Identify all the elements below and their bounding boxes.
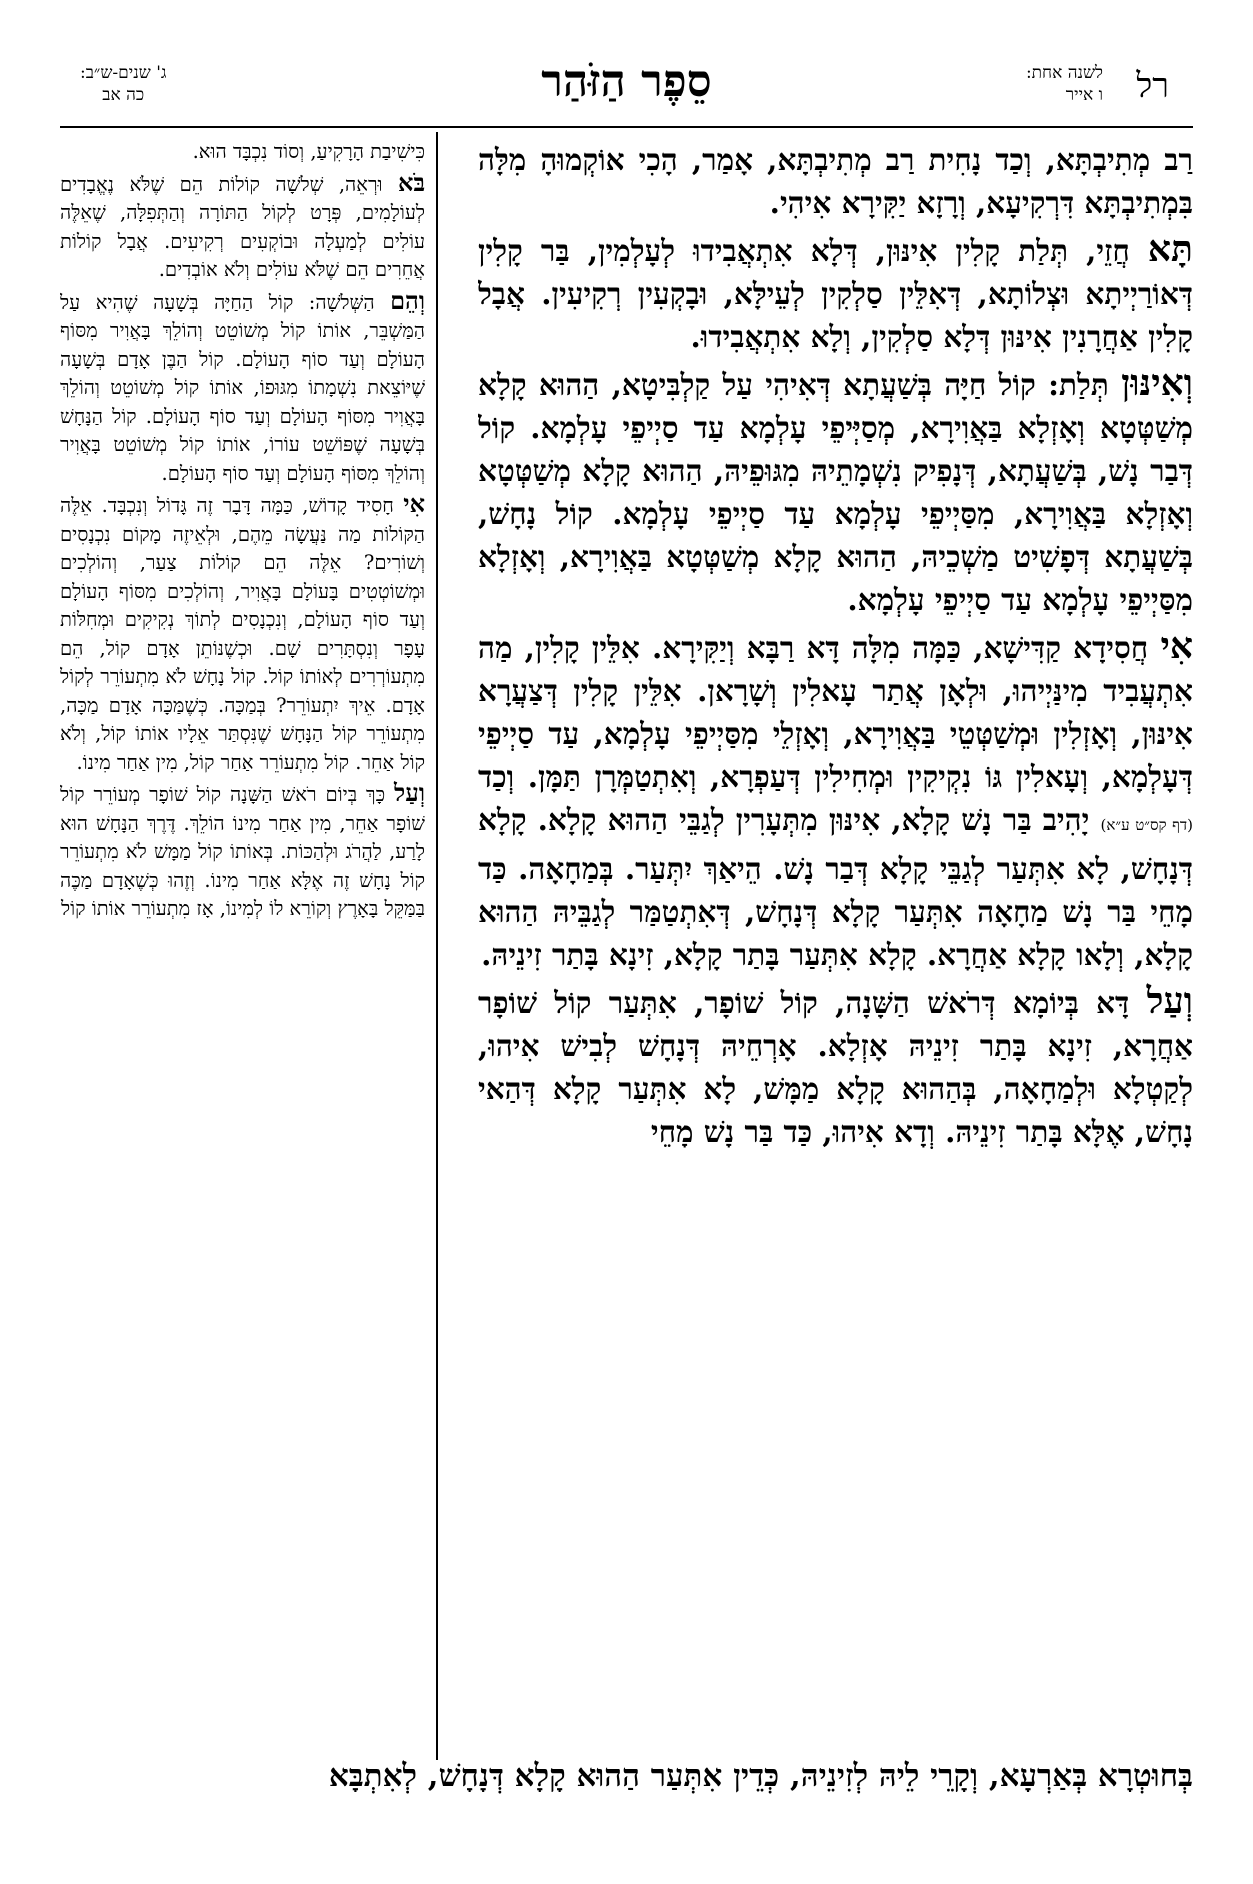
lead-word: בֹּא [398,167,425,197]
daf-reference: (דף קס״ט ע״א) [1100,816,1193,834]
column-divider [436,132,438,1760]
side-paragraph-1: כִּישִׁיבַת הָרָקִיעַ, וְסוֹד נִכְבָּד הוּא. [192,140,425,163]
cycle-date: כה אב [102,85,145,105]
hebrew-translation-column [60,138,425,1718]
main-paragraph-3: וְאִינּוּן תְּלַת: קוֹל חַיָּה בְּשַׁעֲתָא דְּאִיהִי עַל קַלְבִּיטָא, הַהוּא קָלָא מְשַׁטְּטָא וְאָזְלָא בַּאֲוִירָא, מְסַיְּיפֵי עָלְמָא עַד סַיְיפֵי עָלְמָא. קוֹל דְּבַר נָשׁ, בְּשַׁעֲתָא, דְּנָפִיק נִשְׁמָתֵיהּ מִגּוּפֵיהּ, הַהוּא קָלָא מְשַׁטְּטָא וְאָזְלָא בַּאֲוִירָא, מִסַּיְיפֵי עָלְמָא עַד סַיְיפֵי עָלְמָא. קוֹל נָחָשׁ, בְּשַׁעֲתָא דְּפָשִׁיט מַשְׁכֵיהּ, הַהוּא קָלָא מְשַׁטְּטָא בַּאֲוִירָא, וְאָזְלָא מִסַּיְיפֵי עָלְמָא עַד סַיְיפֵי עָלְמָא. [478,362,1193,617]
lead-word: וְעַל [1146,980,1193,1022]
header-divider [60,126,1193,128]
lead-word: וְעַל [394,778,425,807]
continuation-line: בְּחוּטְרָא בְּאַרְעָא, וְקָרֵי לֵיהּ לְזִינֵיהּ, כְּדֵין אִתְּעַר הַהוּא קָלָא דְּנָחָשׁ, לְאִתְבָּא [328,1758,1193,1794]
main-paragraph-1: רַב מְתִיבְתָּא, וְכַד נָחִית רַב מְתִיבְתָּא, אָמַר, הָכִי אוֹקְמוּהָ מִלָּה בִּמְתִיבְתָּא דִּרְקִיעָא, וְרָזָא יַקִּירָא אִיהִי. [478,142,1193,220]
book-title: סֵפֶר הַזֹּהַר [541,56,712,107]
lead-word: וְהֵם [390,285,425,315]
main-paragraph-5: וְעַל דָּא בְּיוֹמָא דְּרֹאשׁ הַשָּׁנָה, קוֹל שׁוֹפָר, אִתְּעַר קוֹל שׁוֹפָר אַחֲרָא, זִינָא בָּתַר זִינֵיהּ אָזְלָא. אָרְחֵיהּ דְּנָחָשׁ לְבִישׁ אִיהוּ, לְקַטְלָא וּלְמַחָאָה, בְּהַהוּא קָלָא מַמָּשׁ, לָא אִתְּעַר קָלָא דְּהַאי נָחָשׁ, אֶלָּא בָּתַר זִינֵיהּ. וְדָא אִיהוּ, כַּד בַּר נָשׁ מָחֵי [478,980,1193,1149]
schedule-date: ו אייר [1065,85,1103,105]
page-number: רל [1136,66,1169,106]
schedule-label: לשנה אחת: [1025,63,1103,83]
side-paragraph-4: אִי חָסִיד קָדוֹשׁ, כַּמָּה דָּבָר זֶה גָּדוֹל וְנִכְבָּד. אֵלֶּה הַקּוֹלוֹת מַה נַּעֲשָׂה מֵהֶם, וּלְאֵיזֶה מָקוֹם נִכְנָסִים וְשׁוֹרִים? אֵלֶּה הֵם קוֹלוֹת צַעַר, וְהוֹלְכִים וּמְשׁוֹטְטִים בָּעוֹלָם בָּאֲוִיר, וְהוֹלְכִים מִסּוֹף הָעוֹלָם וְעַד סוֹף הָעוֹלָם, וְנִכְנָסִים לְתוֹךְ נְקִיקִים וּמְחִלּוֹת עָפָר וְנִסְתָּרִים שָׁם. וּכְשֶׁנּוֹתֵן אָדָם קוֹל, הֵם מִתְעוֹרְרִים לְאוֹתוֹ קוֹל. קוֹל נָחָשׁ לֹא מִתְעוֹרֵר לְקוֹל אָדָם. אֵיךְ יִתְעוֹרֵר? בְּמַכָּה. כְּשֶׁמַּכָּה אָדָם מַכָּה, מִתְעוֹרֵר קוֹל הַנָּחָשׁ שֶׁנִּסְתַּר אֵלָיו אוֹתוֹ קוֹל, וְלֹא קוֹל אַחֵר. קוֹל מִתְעוֹרֵר אַחַר קוֹל, מִין אַחַר מִינוֹ. [60,489,425,774]
lead-word: תָּא [1147,228,1193,270]
main-paragraph-4: אִי חֲסִידָא קַדִּישָׁא, כַּמָּה מִלָּה דָּא רַבָּא וְיַקִּירָא. אִלֵּין קָלִין, מַה אִתְעֲבִיד מִינַּיְיהוּ, וּלְאָן אֲתַר עָאלִין וְשָׁרָאן. אִלֵּין קָלִין דְּצַעֲרָא אִינּוּן, וְאָזְלִין וּמְשַׁטְּטֵי בַּאֲוִירָא, וְאָזְלֵי מִסַּיְיפֵי עָלְמָא, עַד סַיְיפֵי דְּעָלְמָא, וְעָאלִין גּוֹ נִקְיקִין וּמְחִילִין דְּעַפְרָא, וְאִתְטַמְּרָן תַּמָּן. וְכַד (דף קס״ט ע״א) יָהִיב בַּר נָשׁ קָלָא, אִינּוּן מִתְּעָרִין לְגַבֵּי הַהוּא קָלָא. קָלָא דְּנָחָשׁ, לָא אִתְּעַר לְגַבֵּי קָלָא דְּבַר נָשׁ. הֵיאַךְ יִתְּעַר. בְּמַחָאָה. כַּד מָחֵי בַּר נָשׁ מַחָאָה אִתְּעַר קָלָא דְּנָחָשׁ, דְּאִתְטַמַּר לְגַבֵּיהּ הַהוּא קָלָא, וְלָאו קָלָא אַחֲרָא. קָלָא אִתְּעַר בָּתַר קָלָא, זִינָא בָּתַר זִינֵיהּ. [478,625,1193,972]
side-paragraph-2: בֹּא וּרְאֵה, שְׁלֹשָׁה קוֹלוֹת הֵם שֶׁלֹּא נֶאֱבָדִים לְעוֹלָמִים, פְּרָט לְקוֹל הַתּוֹרָה וְהַתְּפִלָּה, שֶׁאֵלֶּה עוֹלִים לְמַעְלָה וּבוֹקְעִים רְקִיעִים. אֲבָל קוֹלוֹת אֲחֵרִים הֵם שֶׁלֹּא עוֹלִים וְלֹא אוֹבְדִים. [60,167,425,281]
cycle-label: ג' שנים-ש״ב: [80,63,167,83]
lead-word: וְאִינּוּן [1121,362,1193,404]
lead-word: אִי [1160,625,1193,667]
page-header [60,56,1193,126]
three-year-schedule [80,62,166,106]
main-paragraph-2: תָּא חֲזֵי, תְּלַת קָלִין אִינּוּן, דְּלָא אִתְאֲבִידוּ לְעָלְמִין, בַּר קָלִין דְּאוֹרַיְיתָא וּצְלוֹתָא, דְּאִלֵּין סַלְקִין לְעֵילָּא, וּבָקְעִין רְקִיעִין. אֲבָל קָלִין אַחֲרָנִין אִינּוּן דְּלָא סַלְקִין, וְלָא אִתְאֲבִידוּ. [478,228,1193,354]
lead-word: אִי [403,489,425,518]
side-paragraph-5: וְעַל כָּךְ בְּיוֹם רֹאשׁ הַשָּׁנָה קוֹל שׁוֹפָר מְעוֹרֵר קוֹל שׁוֹפָר אַחֵר, מִין אַחַר מִינוֹ הוֹלֵךְ. דֶּרֶךְ הַנָּחָשׁ הוּא לָרַע, לַהֲרֹג וּלְהַכּוֹת. בְּאוֹתוֹ קוֹל מַמָּשׁ לֹא מִתְעוֹרֵר קוֹל נָחָשׁ זֶה אֶלָּא אַחַר מִינוֹ. וְזֶהוּ כְּשֶׁאָדָם מַכֶּה בַּמַּקֵּל בָּאָרֶץ וְקוֹרֵא לוֹ לְמִינוֹ, אָז מִתְעוֹרֵר אוֹתוֹ קוֹל [60,778,425,920]
aramaic-text-column [478,138,1193,1698]
side-paragraph-3: וְהֵם הַשְּׁלֹשָׁה: קוֹל הַחַיָּה בְּשָׁעָה שֶׁהִיא עַל הַמַּשְׁבֵּר, אוֹתוֹ קוֹל מְשׁוֹטֵט וְהוֹלֵךְ בָּאֲוִיר מִסּוֹף הָעוֹלָם וְעַד סוֹף הָעוֹלָם. קוֹל הַבֶּן אָדָם בְּשָׁעָה שֶׁיּוֹצֵאת נִשְׁמָתוֹ מִגּוּפוֹ, אוֹתוֹ קוֹל מְשׁוֹטֵט וְהוֹלֵךְ בָּאֲוִיר מִסּוֹף הָעוֹלָם וְעַד סוֹף הָעוֹלָם. קוֹל הַנָּחָשׁ בְּשָׁעָה שֶׁפּוֹשֵׁט עוֹרוֹ, אוֹתוֹ קוֹל מְשׁוֹטֵט בָּאֲוִיר וְהוֹלֵךְ מִסּוֹף הָעוֹלָם וְעַד סוֹף הָעוֹלָם. [60,285,425,485]
